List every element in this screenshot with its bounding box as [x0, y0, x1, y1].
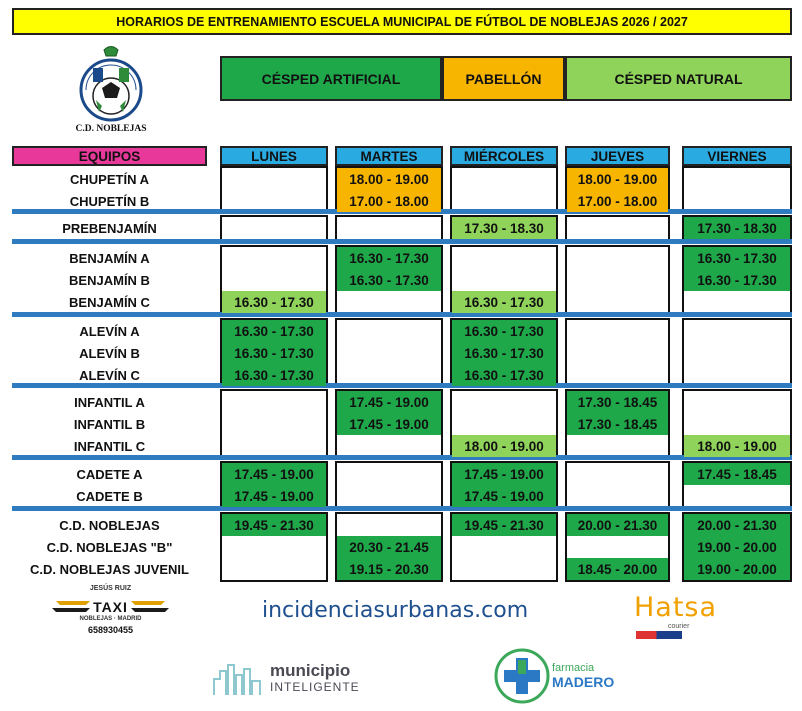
farmacia-logo-name: MADERO [552, 674, 615, 690]
municipio-logo [212, 655, 382, 699]
team-name: CHUPETÍN B [69, 193, 150, 209]
taxi-logo-top: JESÚS RUIZ [89, 585, 132, 592]
schedule-cell: 20.00 - 21.30 [567, 514, 668, 536]
team-name: ALEVÍN B [79, 345, 140, 361]
day-header: MIÉRCOLES [450, 146, 558, 166]
group-separator [12, 239, 792, 244]
schedule-cell: 17.45 - 19.00 [337, 413, 441, 435]
schedule-cell: 19.00 - 20.00 [684, 558, 790, 580]
day-header: MARTES [335, 146, 443, 166]
day-box [565, 461, 670, 509]
schedule-cell: 16.30 - 17.30 [337, 269, 441, 291]
city-skyline-icon [212, 657, 264, 697]
schedule-cell: 19.45 - 21.30 [452, 514, 556, 536]
schedule-cell: 16.30 - 17.30 [222, 342, 326, 364]
schedule-cell: 16.30 - 17.30 [452, 342, 556, 364]
legend-artificial: CÉSPED ARTIFICIAL [220, 56, 442, 101]
team-name: CADETE B [76, 488, 143, 504]
day-box [335, 318, 443, 388]
day-box [335, 461, 443, 509]
schedule-cell: 16.30 - 17.30 [222, 320, 326, 342]
day-box [565, 318, 670, 388]
day-box [220, 215, 328, 241]
schedule-cell: 17.30 - 18.30 [684, 217, 790, 239]
schedule-cell: 16.30 - 17.30 [222, 364, 326, 386]
group-separator [12, 506, 792, 511]
day-box [565, 215, 670, 241]
schedule-cell: 17.45 - 19.00 [337, 391, 441, 413]
day-header: LUNES [220, 146, 328, 166]
team-name: INFANTIL C [73, 438, 146, 454]
day-box [220, 389, 328, 459]
taxi-logo-phone: 658930455 [87, 625, 134, 635]
schedule-cell: 18.00 - 19.00 [684, 435, 790, 457]
team-name: BENJAMÍN B [69, 272, 150, 288]
municipio-logo-name: municipio [270, 661, 351, 680]
taxi-logo [48, 585, 173, 643]
team-name: C.D. NOBLEJAS [59, 517, 160, 533]
page-title: HORARIOS DE ENTRENAMIENTO ESCUELA MUNICIPAL DE FÚTBOL DE NOBLEJAS 2026 / 2027 [12, 8, 792, 35]
team-name: PREBENJAMÍN [62, 220, 157, 236]
pharmacy-cross-icon [494, 648, 550, 704]
taxi-logo-sub: NOBLEJAS · MADRID [79, 616, 142, 622]
team-name: CHUPETÍN A [70, 171, 149, 187]
schedule-cell: 16.30 - 17.30 [337, 247, 441, 269]
team-name: CADETE A [76, 466, 143, 482]
schedule-cell: 17.00 - 18.00 [337, 190, 441, 212]
schedule-cell: 16.30 - 17.30 [452, 320, 556, 342]
schedule-cell: 17.45 - 19.00 [222, 463, 326, 485]
farmacia-logo-top: farmacia [552, 662, 595, 674]
day-box [682, 318, 792, 388]
schedule-cell: 16.30 - 17.30 [684, 269, 790, 291]
team-name: C.D. NOBLEJAS JUVENIL [30, 561, 189, 577]
schedule-cell: 17.45 - 19.00 [452, 463, 556, 485]
schedule-cell: 20.00 - 21.30 [684, 514, 790, 536]
schedule-cell: 17.30 - 18.30 [452, 217, 556, 239]
club-logo-caption: C.D. NOBLEJAS [75, 124, 147, 134]
club-crest-icon [66, 44, 156, 124]
schedule-cell: 20.30 - 21.45 [337, 536, 441, 558]
hatsa-logo-name: Hatsa [634, 592, 718, 623]
day-box [682, 166, 792, 214]
schedule-cell: 16.30 - 17.30 [452, 291, 556, 313]
hatsa-logo-tag: courier [668, 623, 690, 630]
day-box [220, 166, 328, 214]
day-box [450, 166, 558, 214]
incidencias-logo: incidenciasurbanas.com [262, 598, 529, 623]
team-name: C.D. NOBLEJAS "B" [46, 539, 173, 555]
schedule-cell: 17.00 - 18.00 [567, 190, 668, 212]
day-header: VIERNES [682, 146, 792, 166]
schedule-cell: 16.30 - 17.30 [684, 247, 790, 269]
farmacia-logo [494, 648, 624, 704]
legend-pabellon: PABELLÓN [442, 56, 565, 101]
schedule-cell: 19.45 - 21.30 [222, 514, 326, 536]
club-logo [66, 44, 156, 140]
municipio-logo-sub: INTELIGENTE [270, 680, 360, 694]
schedule-cell: 16.30 - 17.30 [452, 364, 556, 386]
schedule-cell: 17.30 - 18.45 [567, 413, 668, 435]
schedule-cell: 16.30 - 17.30 [222, 291, 326, 313]
team-name: BENJAMÍN C [69, 294, 150, 310]
schedule-cell: 18.00 - 19.00 [337, 168, 441, 190]
hatsa-badge-icon [636, 631, 682, 639]
schedule-cell: 17.45 - 18.45 [684, 463, 790, 485]
schedule-cell: 18.00 - 19.00 [567, 168, 668, 190]
team-name: INFANTIL A [74, 394, 145, 410]
schedule-cell: 19.15 - 20.30 [337, 558, 441, 580]
team-name: ALEVÍN C [79, 367, 140, 383]
group-separator [12, 455, 792, 460]
schedule-cell: 17.30 - 18.45 [567, 391, 668, 413]
schedule-cell: 17.45 - 19.00 [222, 485, 326, 507]
schedule-cell: 18.00 - 19.00 [452, 435, 556, 457]
day-box [335, 215, 443, 241]
taxi-logo-main: TAXI [93, 599, 128, 615]
schedule-cell: 18.45 - 20.00 [567, 558, 668, 580]
group-separator [12, 383, 792, 388]
schedule-cell: 17.45 - 19.00 [452, 485, 556, 507]
team-name: BENJAMÍN A [69, 250, 150, 266]
teams-header: EQUIPOS [12, 146, 207, 166]
legend-natural: CÉSPED NATURAL [565, 56, 792, 101]
schedule-cell: 19.00 - 20.00 [684, 536, 790, 558]
group-separator [12, 312, 792, 317]
day-box [565, 245, 670, 315]
team-name: ALEVÍN A [79, 323, 140, 339]
hatsa-logo [630, 592, 740, 642]
team-name: INFANTIL B [73, 416, 146, 432]
day-header: JUEVES [565, 146, 670, 166]
